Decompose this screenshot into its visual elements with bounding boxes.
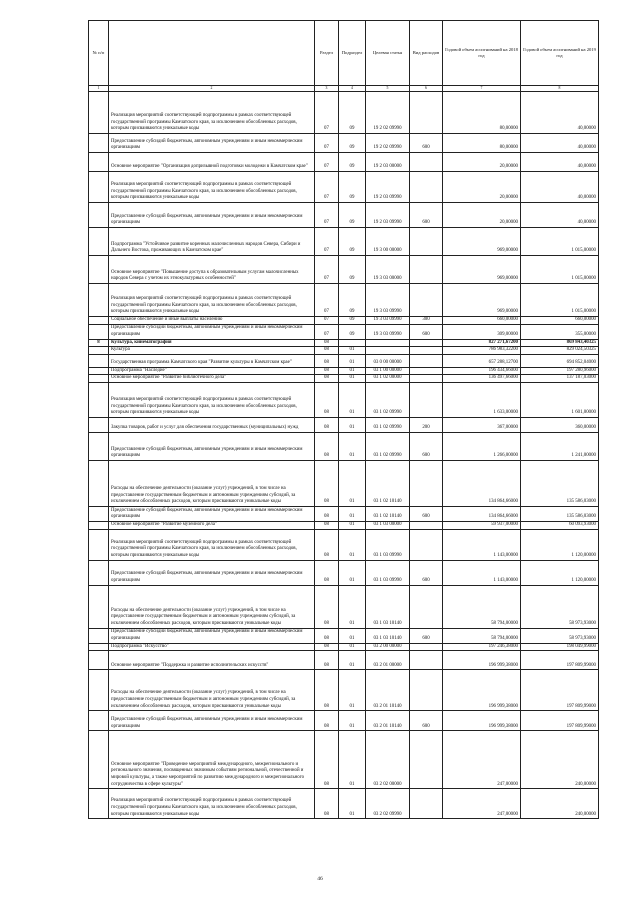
target-article-cell: 03 2 02 00000 — [366, 731, 410, 789]
expense-type-cell — [410, 256, 443, 284]
section-cell: 08 — [315, 367, 339, 375]
expense-type-cell — [410, 284, 443, 317]
subsection-cell: 01 — [339, 506, 366, 521]
volume-2018-cell: 58 794,00000 — [443, 628, 521, 643]
header-no: № п/п — [89, 21, 109, 86]
table-body — [89, 92, 599, 819]
volume-2018-cell: 1 633,00000 — [443, 382, 521, 417]
subsection-cell: 01 — [339, 711, 366, 731]
row-name-cell: Основное мероприятие "Развитие музейного дела" — [109, 521, 315, 529]
row-number-cell — [89, 417, 109, 432]
row-name-cell: Реализация мероприятий соответствующей подпрограммы в рамках соответствующей государственной программы Камчатского края, за исключением обособленных расходов, которым присваиваются уникальные коды — [109, 789, 315, 819]
volume-2019-cell: 40,00000 — [521, 203, 599, 228]
subsection-cell: 01 — [339, 670, 366, 711]
row-number-cell — [89, 432, 109, 460]
table-row — [89, 731, 599, 789]
expense-type-cell: 600 — [410, 432, 443, 460]
volume-2018-cell: 786 983,32200 — [443, 347, 521, 355]
subsection-cell: 01 — [339, 367, 366, 375]
volume-2018-cell: 196 999,38000 — [443, 670, 521, 711]
volume-2018-cell: 197 246,38000 — [443, 643, 521, 651]
target-article-cell: 03 1 02 09990 — [366, 417, 410, 432]
expense-type-cell — [410, 92, 443, 134]
volume-2018-cell: 827 271,67200 — [443, 339, 521, 347]
volume-2018-cell: 196 999,38000 — [443, 651, 521, 670]
section-cell: 07 — [315, 172, 339, 203]
row-number-cell — [89, 670, 109, 711]
volume-2018-cell: 20,00000 — [443, 153, 521, 172]
section-cell: 08 — [315, 432, 339, 460]
row-name-cell: Подпрограмма "Искусство" — [109, 643, 315, 651]
row-number-cell — [89, 789, 109, 819]
expense-type-cell — [410, 354, 443, 367]
volume-2018-cell: 136 497,66000 — [443, 375, 521, 383]
target-article-cell: 03 2 01 10140 — [366, 670, 410, 711]
row-name-cell: Основное мероприятие "Организация допризывной подготовки молодежи в Камчатском крае" — [109, 153, 315, 172]
expense-type-cell: 600 — [410, 203, 443, 228]
header-volume-2019: Годовой объем ассигнований на 2019 год — [521, 21, 599, 86]
target-article-cell: 19 3 03 09990 — [366, 317, 410, 325]
target-article-cell: 19 3 03 09990 — [366, 284, 410, 317]
section-cell: 07 — [315, 284, 339, 317]
target-article-cell: 03 1 00 00000 — [366, 367, 410, 375]
table-row — [89, 521, 599, 529]
header-target-article: Целевая статья — [366, 21, 410, 86]
volume-2019-cell: 694 852,04000 — [521, 354, 599, 367]
row-number-cell — [89, 134, 109, 153]
table-row — [89, 228, 599, 256]
section-cell: 08 — [315, 643, 339, 651]
section-cell: 07 — [315, 203, 339, 228]
volume-2018-cell: 20,00000 — [443, 203, 521, 228]
volume-2019-cell: 40,00000 — [521, 153, 599, 172]
volume-2019-cell: 1 601,00000 — [521, 382, 599, 417]
subsection-cell: 09 — [339, 92, 366, 134]
volume-2018-cell: 1 143,00000 — [443, 560, 521, 585]
row-name-cell: Предоставление субсидий бюджетным, автономным учреждениям и иным некоммерческим организациям — [109, 203, 315, 228]
section-cell: 08 — [315, 417, 339, 432]
target-article-cell: 19 3 03 09990 — [366, 324, 410, 339]
page-number: 46 — [317, 876, 323, 882]
expense-type-cell — [410, 731, 443, 789]
volume-2019-cell: 137 187,03000 — [521, 375, 599, 383]
row-name-cell: Предоставление субсидий бюджетным, автономным учреждениям и иным некоммерческим организациям — [109, 560, 315, 585]
row-name-cell: Реализация мероприятий соответствующей подпрограммы в рамках соответствующей государственной программы Камчатского края, за исключением обособленных расходов, которым присваиваются уникальные коды — [109, 92, 315, 134]
volume-2019-cell: 197 809,99000 — [521, 651, 599, 670]
volume-2019-cell: 360,00000 — [521, 417, 599, 432]
subsection-cell: 01 — [339, 354, 366, 367]
row-name-cell: Расходы на обеспечение деятельности (оказание услуг) учреждений, в том числе на предоставление государственным бюджетным и автономным учреждениям субсидий, за исключением обособленных расходов, которым присваиваются уникальные коды — [109, 670, 315, 711]
table-row — [89, 651, 599, 670]
subsection-cell: 01 — [339, 651, 366, 670]
table-row — [89, 643, 599, 651]
table-row — [89, 339, 599, 347]
column-number: 5 — [366, 86, 410, 92]
section-cell: 08 — [315, 521, 339, 529]
volume-2019-cell: 135 586,03000 — [521, 506, 599, 521]
row-name-cell: Реализация мероприятий соответствующей подпрограммы в рамках соответствующей государственной программы Камчатского края, за исключением обособленных расходов, которым присваиваются уникальные коды — [109, 284, 315, 317]
section-cell: 08 — [315, 711, 339, 731]
target-article-cell: 19 2 03 09990 — [366, 203, 410, 228]
section-cell: 08 — [315, 347, 339, 355]
row-number-cell — [89, 92, 109, 134]
target-article-cell: 03 1 03 00000 — [366, 521, 410, 529]
row-number-cell — [89, 585, 109, 628]
volume-2018-cell: 969,00000 — [443, 228, 521, 256]
row-name-cell: Предоставление субсидий бюджетным, автономным учреждениям и иным некоммерческим организациям — [109, 711, 315, 731]
row-number-cell — [89, 354, 109, 367]
subsection-cell: 01 — [339, 375, 366, 383]
expense-type-cell — [410, 228, 443, 256]
table-row — [89, 460, 599, 506]
section-cell: 07 — [315, 153, 339, 172]
volume-2018-cell: 134 864,66000 — [443, 460, 521, 506]
row-name-cell: Предоставление субсидий бюджетным, автономным учреждениям и иным некоммерческим организациям — [109, 432, 315, 460]
volume-2018-cell: 247,00000 — [443, 731, 521, 789]
volume-2019-cell: 240,00000 — [521, 789, 599, 819]
subsection-cell: 09 — [339, 228, 366, 256]
table-row — [89, 354, 599, 367]
row-number-cell — [89, 460, 109, 506]
expense-type-cell: 300 — [410, 317, 443, 325]
header-section: Раздел — [315, 21, 339, 86]
volume-2018-cell: 969,00000 — [443, 284, 521, 317]
volume-2019-cell: 240,00000 — [521, 731, 599, 789]
column-number: 7 — [443, 86, 521, 92]
row-number-cell — [89, 711, 109, 731]
row-number-cell — [89, 317, 109, 325]
volume-2018-cell: 20,00000 — [443, 172, 521, 203]
row-name-cell: Предоставление субсидий бюджетным, автономным учреждениям и иным некоммерческим организациям — [109, 506, 315, 521]
target-article-cell: 03 0 00 00000 — [366, 354, 410, 367]
table-row — [89, 203, 599, 228]
expense-type-cell — [410, 529, 443, 560]
subsection-cell: 01 — [339, 560, 366, 585]
target-article-cell: 19 3 00 00000 — [366, 228, 410, 256]
expense-type-cell: 600 — [410, 711, 443, 731]
volume-2018-cell: 134 864,66000 — [443, 506, 521, 521]
table-row — [89, 153, 599, 172]
volume-2018-cell: 247,00000 — [443, 789, 521, 819]
volume-2019-cell: 40,00000 — [521, 172, 599, 203]
subsection-cell: 09 — [339, 134, 366, 153]
volume-2019-cell: 869 843,40325 — [521, 339, 599, 347]
row-number-cell — [89, 375, 109, 383]
target-article-cell: 03 2 00 00000 — [366, 643, 410, 651]
volume-2019-cell: 829 024,50325 — [521, 347, 599, 355]
expense-type-cell — [410, 172, 443, 203]
expense-type-cell: 200 — [410, 417, 443, 432]
table-row — [89, 284, 599, 317]
expense-type-cell — [410, 585, 443, 628]
section-cell: 08 — [315, 382, 339, 417]
section-cell: 08 — [315, 339, 339, 347]
volume-2019-cell: 40,00000 — [521, 134, 599, 153]
subsection-cell: 09 — [339, 324, 366, 339]
row-name-cell: Подпрограмма "Наследие" — [109, 367, 315, 375]
table-row — [89, 789, 599, 819]
volume-2018-cell: 969,00000 — [443, 256, 521, 284]
target-article-cell: 03 1 02 10140 — [366, 460, 410, 506]
table-row — [89, 711, 599, 731]
volume-2018-cell: 80,00000 — [443, 134, 521, 153]
target-article-cell: 03 1 02 09990 — [366, 432, 410, 460]
table-row — [89, 324, 599, 339]
table-row — [89, 92, 599, 134]
section-cell: 07 — [315, 317, 339, 325]
subsection-cell: 09 — [339, 256, 366, 284]
section-cell: 08 — [315, 789, 339, 819]
section-cell: 08 — [315, 529, 339, 560]
row-name-cell: Основное мероприятие "Повышение доступа к образовательным услугам малочисленных народов Севера с учетом их этнокультурных особенностей" — [109, 256, 315, 284]
budget-table — [88, 20, 599, 819]
row-number-cell — [89, 367, 109, 375]
row-name-cell: Культура, кинематография — [109, 339, 315, 347]
section-cell: 08 — [315, 460, 339, 506]
section-cell: 07 — [315, 256, 339, 284]
volume-2019-cell: 197 809,99000 — [521, 670, 599, 711]
volume-2019-cell: 40,00000 — [521, 92, 599, 134]
table-row — [89, 367, 599, 375]
table-row — [89, 506, 599, 521]
header-subsection: Подраздел — [339, 21, 366, 86]
table-row — [89, 317, 599, 325]
subsection-cell: 01 — [339, 521, 366, 529]
volume-2018-cell: 196 999,38000 — [443, 711, 521, 731]
row-number-cell — [89, 643, 109, 651]
expense-type-cell — [410, 521, 443, 529]
volume-2019-cell: 1 015,00000 — [521, 228, 599, 256]
subsection-cell: 09 — [339, 284, 366, 317]
volume-2018-cell: 80,00000 — [443, 92, 521, 134]
volume-2019-cell: 198 049,99000 — [521, 643, 599, 651]
volume-2018-cell: 58 794,00000 — [443, 585, 521, 628]
expense-type-cell — [410, 153, 443, 172]
column-number: 4 — [339, 86, 366, 92]
expense-type-cell — [410, 347, 443, 355]
table-row — [89, 172, 599, 203]
target-article-cell: 03 2 01 10140 — [366, 711, 410, 731]
header-volume-2018: Годовой объем ассигнований на 2018 год — [443, 21, 521, 86]
table-row — [89, 628, 599, 643]
target-article-cell: 19 2 03 09990 — [366, 172, 410, 203]
column-number: 3 — [315, 86, 339, 92]
volume-2018-cell: 59 937,00000 — [443, 521, 521, 529]
target-article-cell: 03 1 03 09990 — [366, 529, 410, 560]
row-name-cell: Социальное обеспечение и иные выплаты населению — [109, 317, 315, 325]
subsection-cell: 01 — [339, 347, 366, 355]
row-number-cell — [89, 651, 109, 670]
row-number-cell — [89, 228, 109, 256]
section-cell: 08 — [315, 560, 339, 585]
row-name-cell: Культура — [109, 347, 315, 355]
section-cell: 08 — [315, 731, 339, 789]
subsection-cell: 01 — [339, 585, 366, 628]
expense-type-cell — [410, 382, 443, 417]
expense-type-cell — [410, 460, 443, 506]
volume-2019-cell: 197 280,96000 — [521, 367, 599, 375]
section-cell: 08 — [315, 354, 339, 367]
volume-2018-cell: 196 434,66000 — [443, 367, 521, 375]
subsection-cell: 01 — [339, 432, 366, 460]
row-name-cell: Предоставление субсидий бюджетным, автономным учреждениям и иным некоммерческим организациям — [109, 324, 315, 339]
table-row — [89, 560, 599, 585]
volume-2019-cell: 1 015,00000 — [521, 256, 599, 284]
expense-type-cell — [410, 651, 443, 670]
expense-type-cell: 600 — [410, 506, 443, 521]
section-cell: 08 — [315, 651, 339, 670]
row-name-cell: Подпрограмма "Устойчивое развитие коренных малочисленных народов Севера, Сибири и Дальнего Востока, проживающих в Камчатском крае" — [109, 228, 315, 256]
table-row — [89, 382, 599, 417]
subsection-cell: 09 — [339, 172, 366, 203]
row-number-cell — [89, 560, 109, 585]
volume-2019-cell: 58 973,93000 — [521, 585, 599, 628]
row-number-cell — [89, 153, 109, 172]
target-article-cell: 03 1 03 10140 — [366, 628, 410, 643]
row-name-cell: Реализация мероприятий соответствующей подпрограммы в рамках соответствующей государственной программы Камчатского края, за исключением обособленных расходов, которым присваиваются уникальные коды — [109, 382, 315, 417]
expense-type-cell — [410, 375, 443, 383]
target-article-cell: 03 1 03 09990 — [366, 560, 410, 585]
section-cell: 08 — [315, 506, 339, 521]
section-cell: 07 — [315, 134, 339, 153]
volume-2018-cell: 367,00000 — [443, 417, 521, 432]
row-number-cell — [89, 324, 109, 339]
subsection-cell: 09 — [339, 153, 366, 172]
volume-2019-cell: 1 120,00000 — [521, 529, 599, 560]
section-cell: 08 — [315, 628, 339, 643]
expense-type-cell: 600 — [410, 134, 443, 153]
volume-2018-cell: 309,00000 — [443, 324, 521, 339]
volume-2019-cell: 355,00000 — [521, 324, 599, 339]
target-article-cell: 19 2 02 09990 — [366, 92, 410, 134]
target-article-cell: 03 2 02 09990 — [366, 789, 410, 819]
row-number-cell — [89, 382, 109, 417]
subsection-cell: 01 — [339, 529, 366, 560]
target-article-cell: 03 2 01 00000 — [366, 651, 410, 670]
column-number: 6 — [410, 86, 443, 92]
table-row — [89, 417, 599, 432]
section-cell: 07 — [315, 228, 339, 256]
row-name-cell: Закупка товаров, работ и услуг для обеспечения государственных (муниципальных) нужд — [109, 417, 315, 432]
row-name-cell: Основное мероприятие "Поддержка и развитие исполнительских искусств" — [109, 651, 315, 670]
volume-2019-cell: 660,00000 — [521, 317, 599, 325]
row-name-cell: Расходы на обеспечение деятельности (оказание услуг) учреждений, в том числе на предоставление государственным бюджетным и автономным учреждениям субсидий, за исключением обособленных расходов, которым присваиваются уникальные коды — [109, 460, 315, 506]
row-number-cell — [89, 521, 109, 529]
header-name — [109, 21, 315, 86]
subsection-cell: 09 — [339, 203, 366, 228]
target-article-cell — [366, 347, 410, 355]
subsection-cell: 01 — [339, 731, 366, 789]
volume-2018-cell: 657 288,12700 — [443, 354, 521, 367]
subsection-cell: 01 — [339, 789, 366, 819]
target-article-cell: 03 1 02 00000 — [366, 375, 410, 383]
target-article-cell: 03 1 02 09990 — [366, 382, 410, 417]
volume-2019-cell: 60 093,93000 — [521, 521, 599, 529]
expense-type-cell — [410, 789, 443, 819]
row-name-cell: Реализация мероприятий соответствующей подпрограммы в рамках соответствующей государственной программы Камчатского края, за исключением обособленных расходов, которым присваиваются уникальные коды — [109, 529, 315, 560]
section-cell: 07 — [315, 324, 339, 339]
column-number: 1 — [89, 86, 109, 92]
table-row — [89, 256, 599, 284]
volume-2019-cell: 1 015,00000 — [521, 284, 599, 317]
table-row — [89, 432, 599, 460]
row-number-cell — [89, 203, 109, 228]
volume-2019-cell: 197 809,99000 — [521, 711, 599, 731]
table-row — [89, 134, 599, 153]
target-article-cell: 19 3 03 00000 — [366, 256, 410, 284]
row-number-cell — [89, 347, 109, 355]
row-number-cell — [89, 628, 109, 643]
row-name-cell: Предоставление субсидий бюджетным, автономным учреждениям и иным некоммерческим организациям — [109, 134, 315, 153]
expense-type-cell — [410, 670, 443, 711]
row-number-cell — [89, 529, 109, 560]
section-cell: 08 — [315, 585, 339, 628]
target-article-cell: 19 2 02 09990 — [366, 134, 410, 153]
volume-2019-cell: 1 241,00000 — [521, 432, 599, 460]
expense-type-cell: 600 — [410, 324, 443, 339]
target-article-cell: 03 1 03 10140 — [366, 585, 410, 628]
row-name-cell: Основное мероприятие "Проведение мероприятий международного, межрегионального и регионального значения, посвященных значимым событиям региональной, отечественной и мировой культуры, а также мероприятий по развитию международного и межрегионального сотрудничества в сфере культуры" — [109, 731, 315, 789]
row-number-cell — [89, 256, 109, 284]
row-name-cell: Государственная программа Камчатского края "Развитие культуры в Камчатском крае" — [109, 354, 315, 367]
expense-type-cell — [410, 339, 443, 347]
target-article-cell: 19 2 03 00000 — [366, 153, 410, 172]
section-cell: 08 — [315, 375, 339, 383]
expense-type-cell: 600 — [410, 628, 443, 643]
expense-type-cell: 600 — [410, 560, 443, 585]
row-name-cell: Расходы на обеспечение деятельности (оказание услуг) учреждений, в том числе на предоставление государственным бюджетным и автономным учреждениям субсидий, за исключением обособленных расходов, которым присваиваются уникальные коды — [109, 585, 315, 628]
subsection-cell: 01 — [339, 382, 366, 417]
row-number-cell — [89, 731, 109, 789]
row-name-cell: Основное мероприятие "Развитие библиотечного дела" — [109, 375, 315, 383]
volume-2019-cell: 58 973,93000 — [521, 628, 599, 643]
subsection-cell: 01 — [339, 460, 366, 506]
volume-2019-cell: 135 586,03000 — [521, 460, 599, 506]
row-name-cell: Предоставление субсидий бюджетным, автономным учреждениям и иным некоммерческим организациям — [109, 628, 315, 643]
table-row — [89, 585, 599, 628]
volume-2019-cell: 1 120,00000 — [521, 560, 599, 585]
row-number-cell — [89, 172, 109, 203]
target-article-cell — [366, 339, 410, 347]
subsection-cell: 01 — [339, 643, 366, 651]
row-number-cell: 8 — [89, 339, 109, 347]
volume-2018-cell: 1 143,00000 — [443, 529, 521, 560]
row-number-cell — [89, 506, 109, 521]
section-cell: 07 — [315, 92, 339, 134]
row-number-cell — [89, 284, 109, 317]
subsection-cell — [339, 339, 366, 347]
subsection-cell: 09 — [339, 317, 366, 325]
expense-type-cell — [410, 367, 443, 375]
table-row — [89, 670, 599, 711]
subsection-cell: 01 — [339, 417, 366, 432]
column-number: 8 — [521, 86, 599, 92]
table-row — [89, 375, 599, 383]
expense-type-cell — [410, 643, 443, 651]
subsection-cell: 01 — [339, 628, 366, 643]
volume-2018-cell: 1 266,00000 — [443, 432, 521, 460]
volume-2018-cell: 660,00000 — [443, 317, 521, 325]
table-row — [89, 347, 599, 355]
row-name-cell: Реализация мероприятий соответствующей подпрограммы в рамках соответствующей государственной программы Камчатского края, за исключением обособленных расходов, которым присваиваются уникальные коды — [109, 172, 315, 203]
section-cell: 08 — [315, 670, 339, 711]
column-number: 2 — [109, 86, 315, 92]
target-article-cell: 03 1 02 10140 — [366, 506, 410, 521]
header-expense-type: Вид расходов — [410, 21, 443, 86]
table-header-row — [89, 21, 599, 86]
table-row — [89, 529, 599, 560]
